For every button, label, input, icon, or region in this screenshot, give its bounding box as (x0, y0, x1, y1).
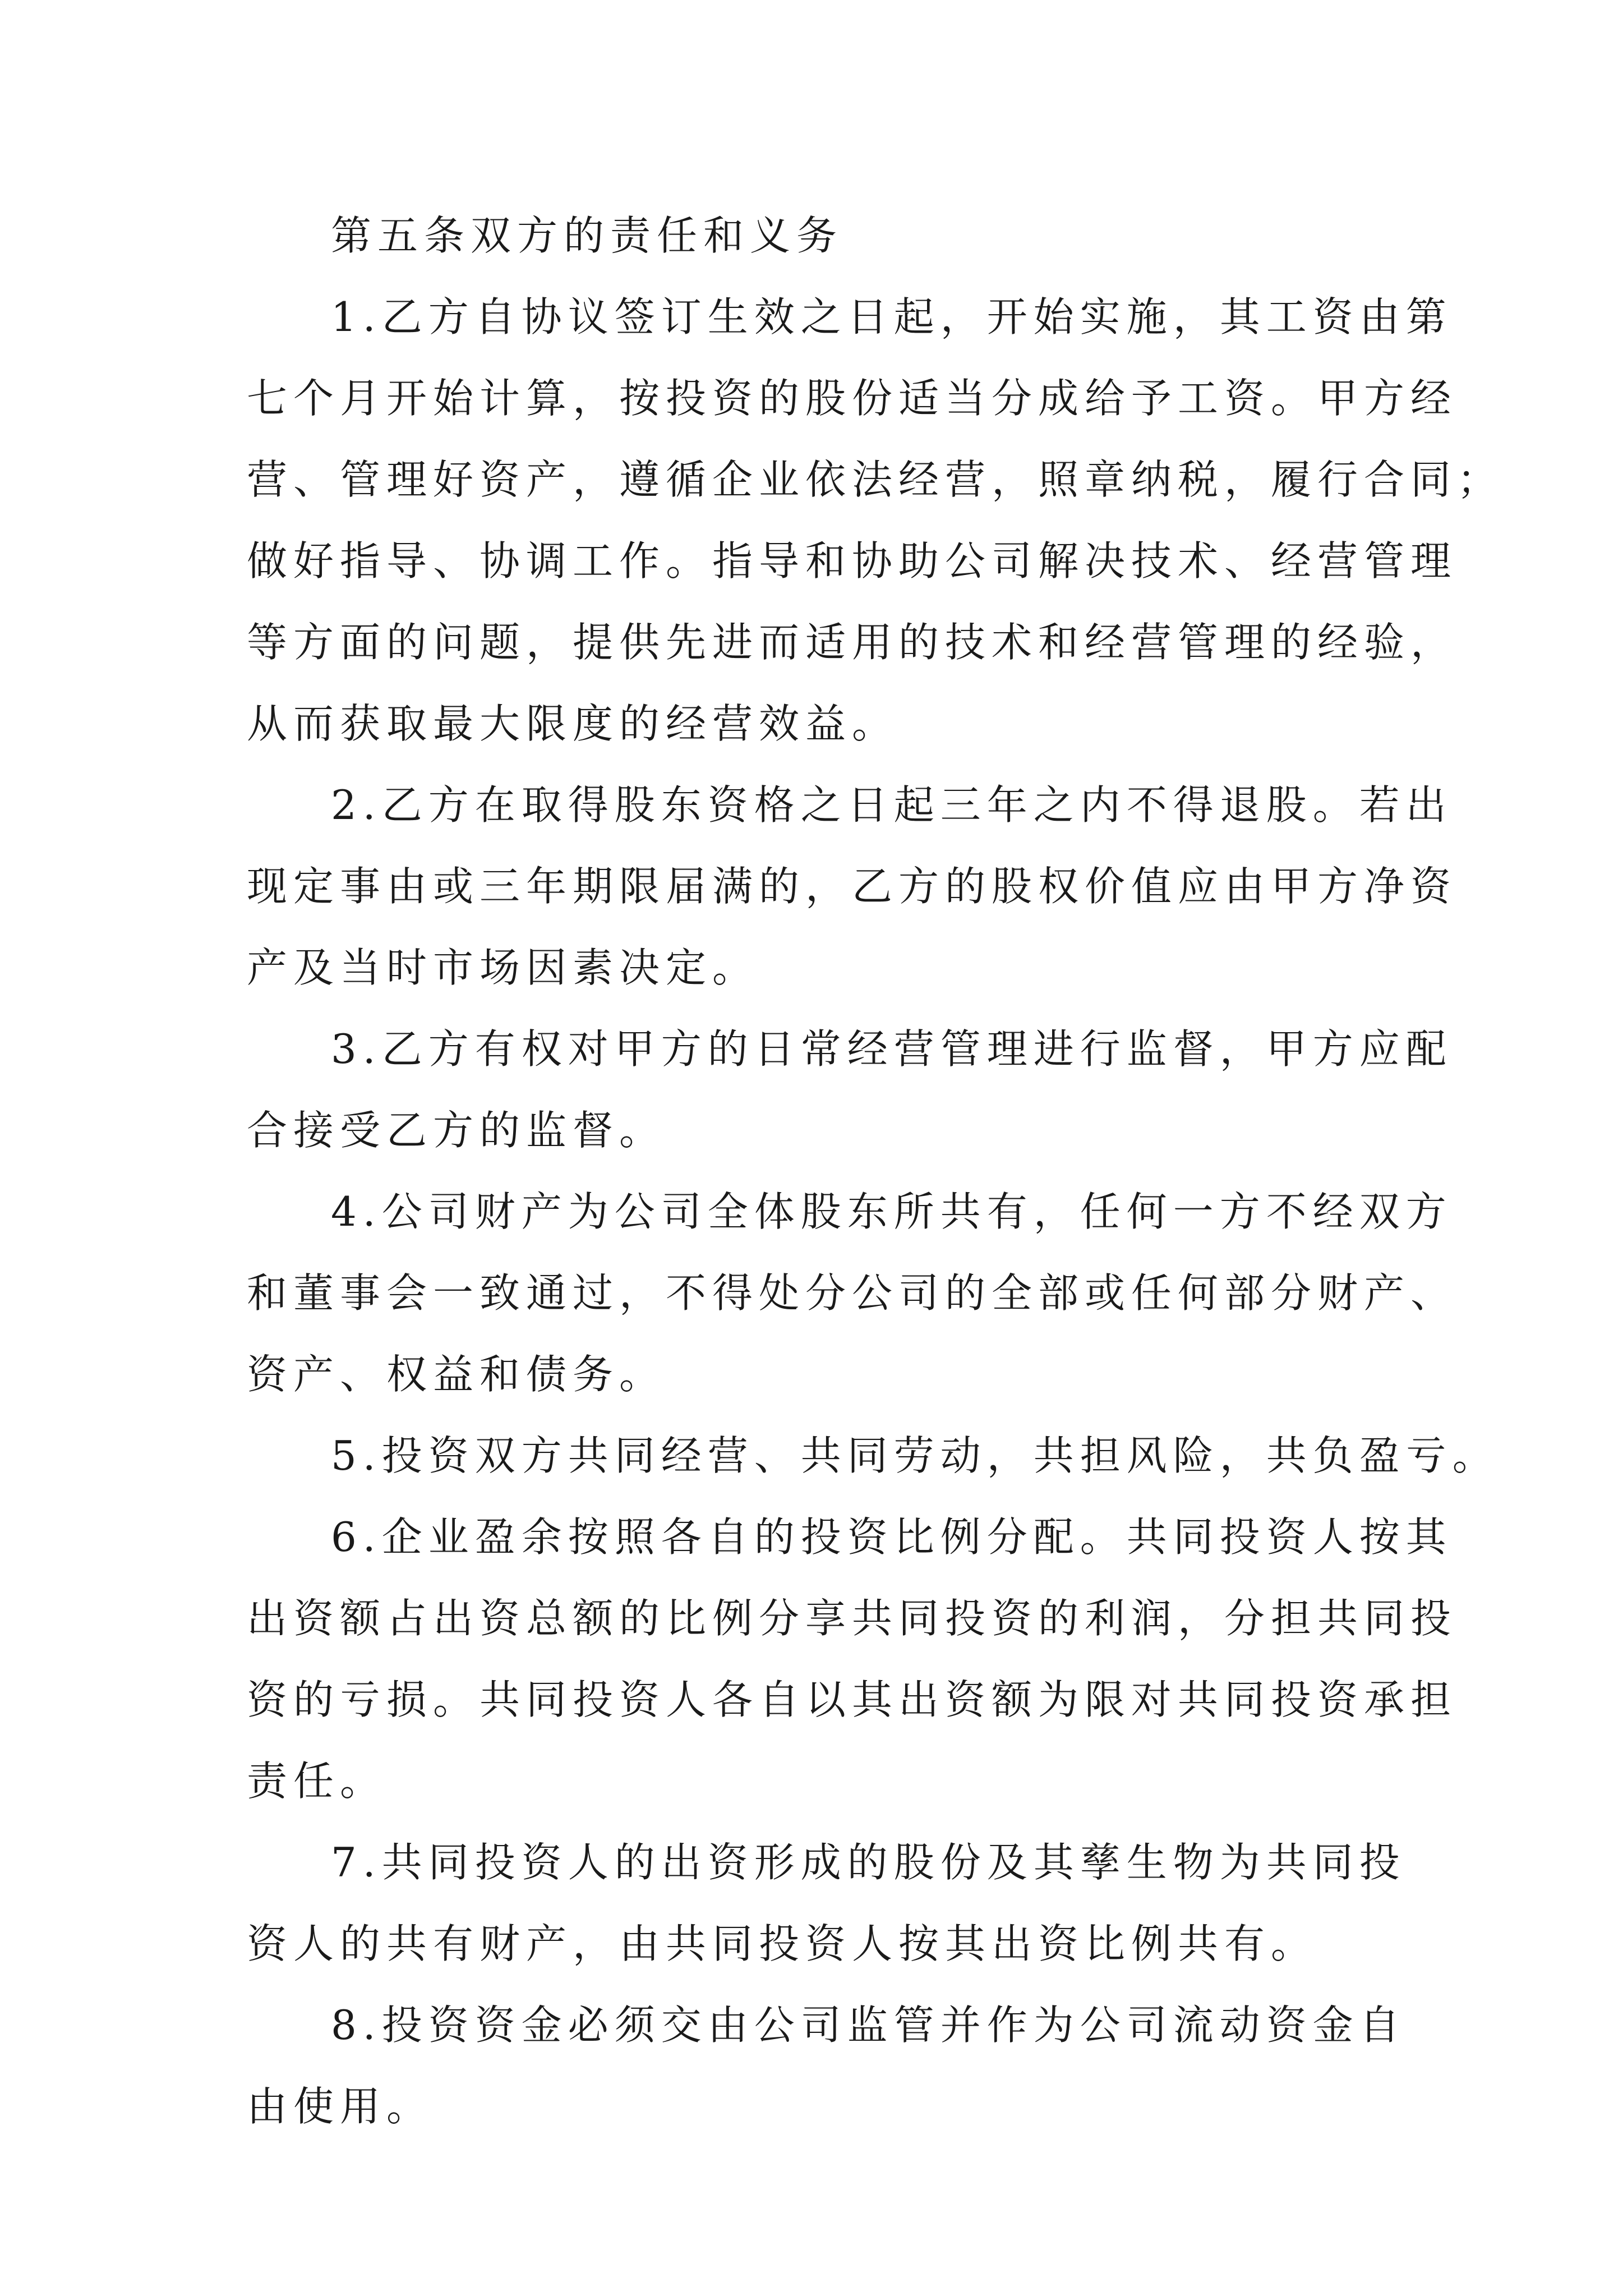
clause-1-line-4: 做好指导、协调工作。指导和协助公司解决技术、经营管理 (247, 537, 1458, 585)
clause-2-line-2: 现定事由或三年期限届满的，乙方的股权价值应由甲方净资 (247, 863, 1458, 910)
clause-1-line-5: 等方面的问题，提供先进而适用的技术和经营管理的经验， (247, 619, 1458, 666)
clause-7-line-2: 资人的共有财产，由共同投资人按其出资比例共有。 (247, 1920, 1318, 1967)
clause-3-line-2: 合接受乙方的监督。 (247, 1107, 666, 1154)
clause-6-line-4: 责任。 (247, 1757, 387, 1805)
clause-4-line-1: 4.公司财产为公司全体股东所共有，任何一方不经双方 (331, 1188, 1453, 1235)
clause-3-line-1: 3.乙方有权对甲方的日常经营管理进行监督，甲方应配 (331, 1025, 1453, 1073)
clause-1-line-2: 七个月开始计算，按投资的股份适当分成给予工资。甲方经 (247, 375, 1458, 422)
clause-6-line-1: 6.企业盈余按照各自的投资比例分配。共同投资人按其 (331, 1513, 1453, 1561)
clause-1-line-6: 从而获取最大限度的经营效益。 (247, 700, 899, 747)
clause-8-line-1: 8.投资资金必须交由公司监管并作为公司流动资金自 (331, 2001, 1406, 2049)
clause-4-line-3: 资产、权益和债务。 (247, 1351, 666, 1398)
clause-5-line-1: 5.投资双方共同经营、共同劳动，共担风险，共负盈亏。 (331, 1432, 1499, 1479)
section-heading: 第五条双方的责任和义务 (331, 212, 843, 259)
clause-2-line-1: 2.乙方在取得股东资格之日起三年之内不得退股。若出 (331, 781, 1453, 829)
clause-1-line-1: 1.乙方自协议签订生效之日起，开始实施，其工资由第 (331, 293, 1453, 341)
clause-6-line-2: 出资额占出资总额的比例分享共同投资的利润，分担共同投 (247, 1595, 1458, 1642)
clause-4-line-2: 和董事会一致通过，不得处分公司的全部或任何部分财产、 (247, 1269, 1458, 1317)
clause-1-line-3: 营、管理好资产，遵循企业依法经营，照章纳税，履行合同； (247, 456, 1504, 503)
clause-2-line-3: 产及当时市场因素决定。 (247, 944, 759, 991)
clause-7-line-1: 7.共同投资人的出资形成的股份及其孳生物为共同投 (331, 1839, 1406, 1886)
clause-6-line-3: 资的亏损。共同投资人各自以其出资额为限对共同投资承担 (247, 1676, 1458, 1723)
clause-8-line-2: 由使用。 (247, 2083, 434, 2130)
